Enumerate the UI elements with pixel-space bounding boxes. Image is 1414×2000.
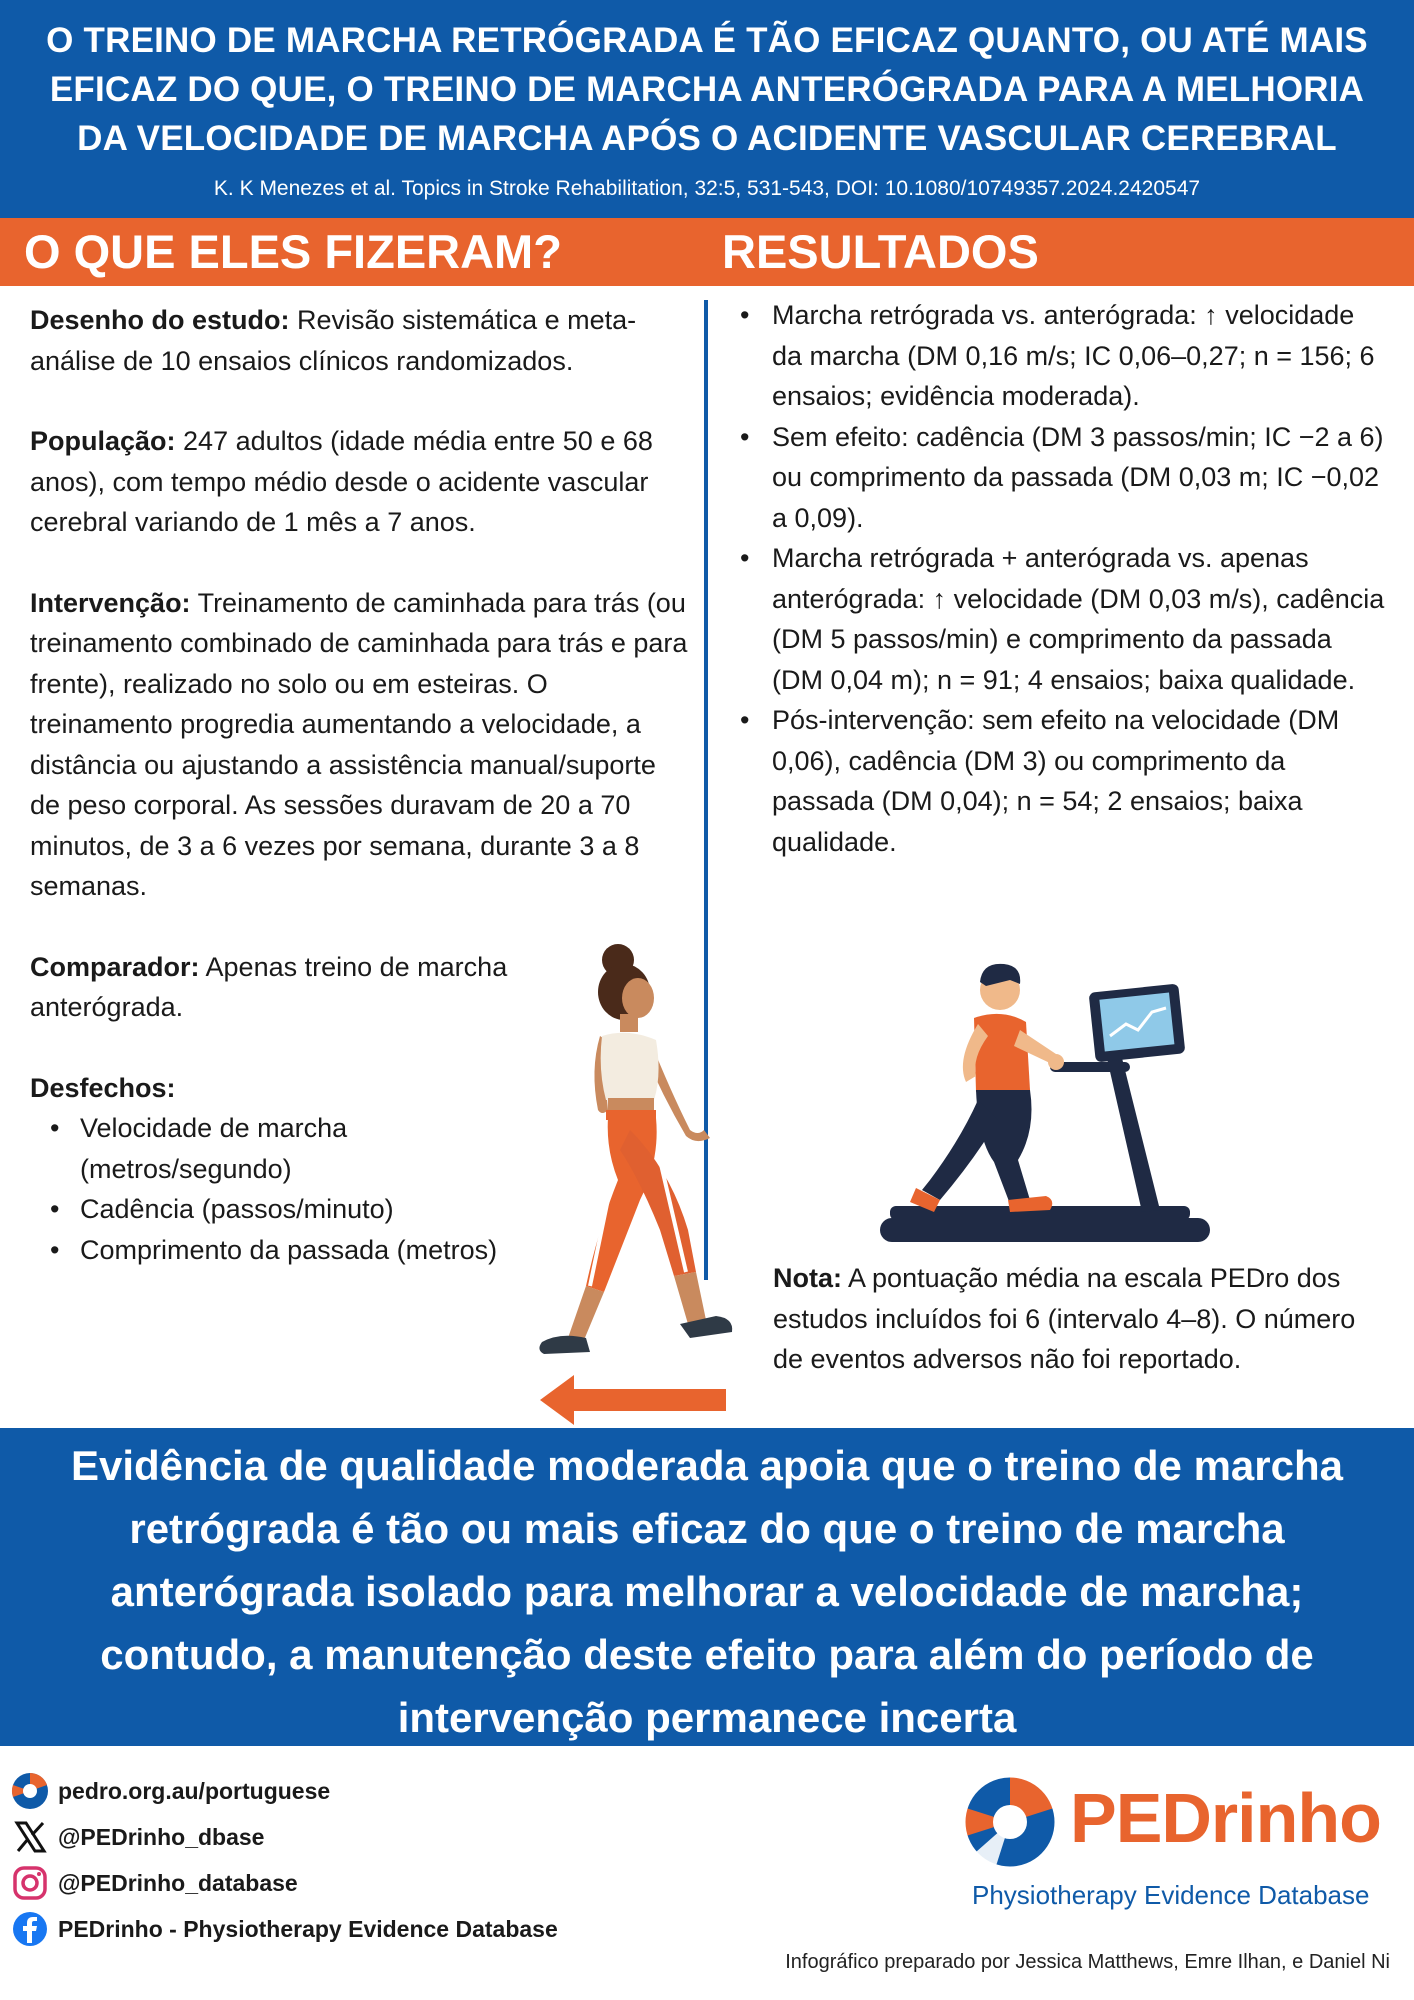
pedro-globe-icon	[10, 1771, 50, 1811]
comparator-label: Comparador:	[30, 951, 200, 982]
arrow-left-icon	[540, 1375, 730, 1425]
treadmill-runner-illustration	[870, 950, 1220, 1250]
link-facebook-text: PEDrinho - Physiotherapy Evidence Database	[58, 1915, 558, 1942]
x-twitter-icon	[10, 1817, 50, 1857]
results-note	[773, 1258, 1383, 1380]
header-banner	[0, 0, 1414, 218]
link-instagram[interactable]	[10, 1860, 610, 1906]
instagram-icon	[10, 1863, 50, 1903]
note-label: Nota:	[773, 1263, 842, 1293]
link-x-text: @PEDrinho_dbase	[58, 1823, 265, 1850]
comparator-text: Apenas treino de marcha anterógrada.	[30, 951, 508, 1022]
list-item: • Marcha retrógrada vs. anterógrada: ↑ velocidade da marcha (DM 0,16 m/s; IC 0,06–0,27; n = 156; 6 ensaios; evidência moderada).	[740, 295, 1390, 417]
study-design-text: Revisão sistemática e meta-análise de 10 ensaios clínicos randomizados.	[30, 305, 637, 376]
outcomes-label: Desfechos:	[30, 1072, 176, 1103]
study-design	[30, 300, 690, 381]
intervention-text: Treinamento de caminhada para trás (ou treinamento combinado de caminhada para trás e para frente), realizado no solo ou em esteiras. O treinamento progredia aumentando a velocidade, a distância ou ajustando a assistência manual/suporte de peso corporal. As sessões duravam de 20 a 70 minutos, de 3 a 6 vezes por semana, durante 3 a 8 semanas.	[30, 587, 688, 901]
list-item: • Sem efeito: cadência (DM 3 passos/min; IC −2 a 6) ou comprimento da passada (DM 0,03 m; IC −0,02 a 0,09).	[740, 417, 1390, 539]
population	[30, 421, 690, 543]
comparator	[30, 947, 570, 1028]
citation: K. K Menezes et al. Topics in Stroke Rehabilitation, 32:5, 531-543, DOI: 10.1080/10749357.2024.2420547	[213, 177, 1201, 200]
results-column	[740, 295, 1390, 862]
page-title: O TREINO DE MARCHA RETRÓGRADA É TÃO EFICAZ QUANTO, OU ATÉ MAIS EFICAZ DO QUE, O TREINO DE MARCHA ANTERÓGRADA PARA A MELHORIA DA VELOCIDADE DE MARCHA APÓS O ACIDENTE VASCULAR CEREBRAL	[46, 21, 1368, 158]
list-item: • Comprimento da passada (metros)	[50, 1230, 550, 1271]
link-facebook[interactable]	[10, 1906, 610, 1952]
link-website-text: pedro.org.au/portuguese	[58, 1777, 331, 1804]
results-list	[740, 295, 1390, 862]
list-item: • Cadência (passos/minuto)	[50, 1189, 550, 1230]
study-design-label: Desenho do estudo:	[30, 305, 290, 335]
link-website[interactable]	[10, 1768, 610, 1814]
walking-woman-illustration	[520, 940, 750, 1380]
conclusion-banner: Evidência de qualidade moderada apoia que o treino de marcha retrógrada é tão ou mais eficaz do que o treino de marcha anterógrada isolado para melhorar a velocidade de marcha; contudo, a manutenção deste efeito para além do período de intervenção permanece incerta	[0, 1428, 1414, 1746]
intervention	[30, 583, 690, 907]
heading-what-they-did: O QUE ELES FIZERAM?	[24, 225, 562, 278]
list-item: • Pós-intervenção: sem efeito na velocidade (DM 0,06), cadência (DM 3) ou comprimento da passada (DM 0,04); n = 54; 2 ensaios; baixa qualidade.	[740, 700, 1390, 862]
footer-links	[10, 1768, 610, 1952]
population-label: População:	[30, 426, 176, 456]
outcomes-list	[30, 1108, 550, 1270]
logo-brand: PEDrinho	[1070, 1779, 1381, 1857]
population-text: 247 adultos (idade média entre 50 e 68 anos), com tempo médio desde o acidente vascular cerebral variando de 1 mês a 7 anos.	[30, 426, 653, 537]
section-heading-bar	[0, 218, 1414, 286]
credits: Infográfico preparado por Jessica Matthews, Emre Ilhan, e Daniel Ni	[785, 1951, 1390, 1973]
note-text: A pontuação média na escala PEDro dos estudos incluídos foi 6 (intervalo 4–8). O número de eventos adversos não foi reportado.	[773, 1263, 1356, 1374]
list-item: • Marcha retrógrada + anterógrada vs. apenas anterógrada: ↑ velocidade (DM 0,03 m/s), cadência (DM 5 passos/min) e comprimento da passada (DM 0,04 m); n = 91; 4 ensaios; baixa qualidade.	[740, 538, 1390, 700]
link-x-twitter[interactable]	[10, 1814, 610, 1860]
heading-results: RESULTADOS	[722, 225, 1039, 278]
list-item: • Velocidade de marcha (metros/segundo)	[50, 1108, 550, 1189]
logo-subtitle: Physiotherapy Evidence Database	[972, 1880, 1370, 1910]
link-instagram-text: @PEDrinho_database	[58, 1869, 298, 1896]
pedrinho-logo	[960, 1772, 1410, 1912]
pedro-logo-icon	[960, 1772, 1060, 1872]
intervention-label: Intervenção:	[30, 587, 191, 618]
facebook-icon	[10, 1909, 50, 1949]
